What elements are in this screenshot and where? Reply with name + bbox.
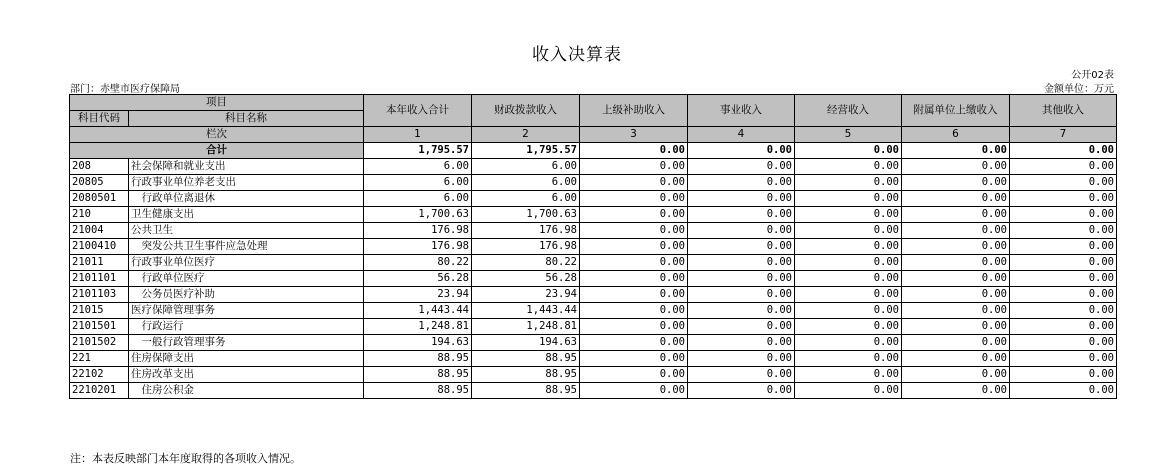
subject-code: 20805 [70, 175, 129, 191]
subject-code: 2101502 [70, 335, 129, 351]
amount-cell: 0.00 [1010, 159, 1117, 175]
subject-code: 21004 [70, 223, 129, 239]
amount-cell: 0.00 [902, 255, 1010, 271]
amount-cell: 0.00 [902, 287, 1010, 303]
amount-cell: 0.00 [1010, 223, 1117, 239]
amount-cell: 0.00 [795, 159, 902, 175]
amount-cell: 6.00 [364, 175, 472, 191]
header-col-7: 其他收入 [1010, 95, 1117, 127]
total-row [70, 143, 1117, 159]
amount-cell: 1,443.44 [364, 303, 472, 319]
amount-cell: 0.00 [795, 255, 902, 271]
amount-cell: 1,700.63 [472, 207, 580, 223]
amount-cell: 0.00 [902, 335, 1010, 351]
header-col-4: 事业收入 [688, 95, 795, 127]
subject-name: 卫生健康支出 [129, 207, 364, 223]
amount-cell: 0.00 [688, 223, 795, 239]
subject-code: 221 [70, 351, 129, 367]
amount-cell: 6.00 [364, 191, 472, 207]
amount-cell: 80.22 [472, 255, 580, 271]
table-row [70, 239, 1117, 255]
header-code: 科目代码 [70, 111, 129, 127]
amount-cell: 0.00 [688, 351, 795, 367]
amount-cell: 0.00 [902, 383, 1010, 399]
header-name: 科目名称 [129, 111, 364, 127]
amount-cell: 0.00 [1010, 175, 1117, 191]
amount-cell: 0.00 [688, 175, 795, 191]
subject-name: 一般行政管理事务 [129, 335, 364, 351]
header-col-2: 财政拨款收入 [472, 95, 580, 127]
amount-cell: 88.95 [364, 367, 472, 383]
table-row [70, 271, 1117, 287]
amount-cell: 0.00 [902, 223, 1010, 239]
subject-code: 2101101 [70, 271, 129, 287]
amount-cell: 0.00 [1010, 287, 1117, 303]
subject-name: 住房公积金 [129, 383, 364, 399]
amount-cell: 0.00 [902, 351, 1010, 367]
amount-cell: 0.00 [580, 207, 688, 223]
amount-cell: 88.95 [472, 383, 580, 399]
subject-code: 2101501 [70, 319, 129, 335]
total-value: 0.00 [1010, 143, 1117, 159]
subject-code: 2080501 [70, 191, 129, 207]
subject-name: 突发公共卫生事件应急处理 [129, 239, 364, 255]
header-col-1: 本年收入合计 [364, 95, 472, 127]
amount-cell: 1,443.44 [472, 303, 580, 319]
amount-cell: 6.00 [472, 191, 580, 207]
amount-cell: 0.00 [795, 175, 902, 191]
amount-cell: 0.00 [795, 383, 902, 399]
subject-name: 住房保障支出 [129, 351, 364, 367]
amount-cell: 0.00 [688, 367, 795, 383]
subject-name: 行政事业单位医疗 [129, 255, 364, 271]
amount-cell: 0.00 [580, 319, 688, 335]
subject-code: 2101103 [70, 287, 129, 303]
amount-cell: 56.28 [364, 271, 472, 287]
amount-cell: 0.00 [902, 191, 1010, 207]
total-value: 0.00 [580, 143, 688, 159]
amount-cell: 1,700.63 [364, 207, 472, 223]
amount-cell: 0.00 [580, 383, 688, 399]
page-title: 收入决算表 [532, 45, 622, 65]
amount-cell: 80.22 [364, 255, 472, 271]
amount-cell: 0.00 [795, 287, 902, 303]
table-row [70, 175, 1117, 191]
subject-code: 2100410 [70, 239, 129, 255]
amount-cell: 0.00 [902, 175, 1010, 191]
amount-cell: 0.00 [902, 271, 1010, 287]
amount-cell: 0.00 [795, 271, 902, 287]
amount-cell: 0.00 [902, 367, 1010, 383]
amount-cell: 0.00 [580, 351, 688, 367]
amount-cell: 0.00 [902, 207, 1010, 223]
col-number: 1 [364, 127, 472, 143]
amount-cell: 0.00 [688, 255, 795, 271]
table-row [70, 287, 1117, 303]
amount-cell: 0.00 [580, 367, 688, 383]
amount-cell: 0.00 [1010, 351, 1117, 367]
amount-cell: 0.00 [902, 159, 1010, 175]
amount-cell: 0.00 [1010, 367, 1117, 383]
amount-cell: 6.00 [472, 175, 580, 191]
amount-cell: 0.00 [795, 351, 902, 367]
subject-name: 公务员医疗补助 [129, 287, 364, 303]
table-row [70, 207, 1117, 223]
amount-cell: 0.00 [580, 303, 688, 319]
subject-name: 行政事业单位养老支出 [129, 175, 364, 191]
table-row [70, 191, 1117, 207]
total-value: 1,795.57 [364, 143, 472, 159]
amount-cell: 176.98 [364, 223, 472, 239]
amount-cell: 88.95 [364, 351, 472, 367]
header-col-3: 上级补助收入 [580, 95, 688, 127]
amount-cell: 0.00 [795, 223, 902, 239]
subject-code: 208 [70, 159, 129, 175]
amount-cell: 0.00 [1010, 319, 1117, 335]
amount-cell: 176.98 [472, 239, 580, 255]
total-value: 0.00 [795, 143, 902, 159]
col-number: 6 [902, 127, 1010, 143]
amount-cell: 0.00 [902, 319, 1010, 335]
amount-cell: 0.00 [1010, 303, 1117, 319]
amount-cell: 88.95 [472, 351, 580, 367]
amount-cell: 1,248.81 [472, 319, 580, 335]
amount-cell: 0.00 [1010, 383, 1117, 399]
total-value: 0.00 [688, 143, 795, 159]
amount-cell: 56.28 [472, 271, 580, 287]
table-row [70, 159, 1117, 175]
subject-code: 21015 [70, 303, 129, 319]
income-table [69, 94, 1117, 399]
col-number: 7 [1010, 127, 1117, 143]
amount-cell: 0.00 [795, 303, 902, 319]
amount-cell: 0.00 [580, 175, 688, 191]
amount-cell: 0.00 [1010, 335, 1117, 351]
col-number: 4 [688, 127, 795, 143]
amount-cell: 0.00 [580, 255, 688, 271]
amount-cell: 0.00 [795, 239, 902, 255]
amount-cell: 88.95 [472, 367, 580, 383]
subject-code: 210 [70, 207, 129, 223]
header-row-label: 栏次 [70, 127, 364, 143]
unit-label: 金额单位：万元 [1044, 84, 1114, 95]
amount-cell: 88.95 [364, 383, 472, 399]
total-label: 合计 [70, 143, 364, 159]
amount-cell: 0.00 [580, 287, 688, 303]
form-number: 公开02表 [1071, 70, 1114, 81]
total-value: 0.00 [902, 143, 1010, 159]
amount-cell: 0.00 [688, 303, 795, 319]
table-row [70, 351, 1117, 367]
amount-cell: 0.00 [580, 159, 688, 175]
amount-cell: 0.00 [580, 223, 688, 239]
amount-cell: 0.00 [580, 191, 688, 207]
table-row [70, 303, 1117, 319]
amount-cell: 0.00 [1010, 207, 1117, 223]
table-row [70, 255, 1117, 271]
subject-name: 社会保障和就业支出 [129, 159, 364, 175]
amount-cell: 0.00 [688, 271, 795, 287]
amount-cell: 23.94 [472, 287, 580, 303]
header-col-6: 附属单位上缴收入 [902, 95, 1010, 127]
subject-name: 公共卫生 [129, 223, 364, 239]
subject-name: 行政运行 [129, 319, 364, 335]
header-row-numbers [70, 127, 1117, 143]
footnote: 注：本表反映部门本年度取得的各项收入情况。 [70, 452, 301, 465]
amount-cell: 0.00 [688, 159, 795, 175]
amount-cell: 194.63 [364, 335, 472, 351]
amount-cell: 0.00 [902, 239, 1010, 255]
header-item: 项目 [70, 95, 364, 111]
amount-cell: 0.00 [795, 335, 902, 351]
amount-cell: 1,248.81 [364, 319, 472, 335]
department-label: 部门：赤壁市医疗保障局 [70, 84, 180, 95]
subject-code: 22102 [70, 367, 129, 383]
amount-cell: 0.00 [795, 319, 902, 335]
table-row [70, 335, 1117, 351]
amount-cell: 0.00 [580, 271, 688, 287]
col-number: 2 [472, 127, 580, 143]
amount-cell: 0.00 [688, 335, 795, 351]
subject-name: 行政单位医疗 [129, 271, 364, 287]
amount-cell: 0.00 [688, 383, 795, 399]
table-row [70, 319, 1117, 335]
amount-cell: 0.00 [1010, 271, 1117, 287]
amount-cell: 0.00 [688, 287, 795, 303]
subject-name: 行政单位离退休 [129, 191, 364, 207]
amount-cell: 0.00 [1010, 239, 1117, 255]
amount-cell: 0.00 [795, 191, 902, 207]
subject-code: 21011 [70, 255, 129, 271]
col-number: 5 [795, 127, 902, 143]
header-col-5: 经营收入 [795, 95, 902, 127]
table-row [70, 383, 1117, 399]
subject-name: 住房改革支出 [129, 367, 364, 383]
amount-cell: 0.00 [1010, 191, 1117, 207]
amount-cell: 0.00 [688, 191, 795, 207]
amount-cell: 0.00 [688, 207, 795, 223]
subject-name: 医疗保障管理事务 [129, 303, 364, 319]
amount-cell: 0.00 [580, 335, 688, 351]
header-row-item [70, 95, 1117, 111]
amount-cell: 0.00 [902, 303, 1010, 319]
table-row [70, 223, 1117, 239]
subject-code: 2210201 [70, 383, 129, 399]
table-row [70, 367, 1117, 383]
total-value: 1,795.57 [472, 143, 580, 159]
amount-cell: 194.63 [472, 335, 580, 351]
col-number: 3 [580, 127, 688, 143]
amount-cell: 0.00 [795, 367, 902, 383]
amount-cell: 6.00 [364, 159, 472, 175]
amount-cell: 6.00 [472, 159, 580, 175]
amount-cell: 0.00 [795, 207, 902, 223]
amount-cell: 176.98 [472, 223, 580, 239]
amount-cell: 0.00 [688, 239, 795, 255]
amount-cell: 23.94 [364, 287, 472, 303]
amount-cell: 0.00 [580, 239, 688, 255]
amount-cell: 176.98 [364, 239, 472, 255]
amount-cell: 0.00 [688, 319, 795, 335]
amount-cell: 0.00 [1010, 255, 1117, 271]
